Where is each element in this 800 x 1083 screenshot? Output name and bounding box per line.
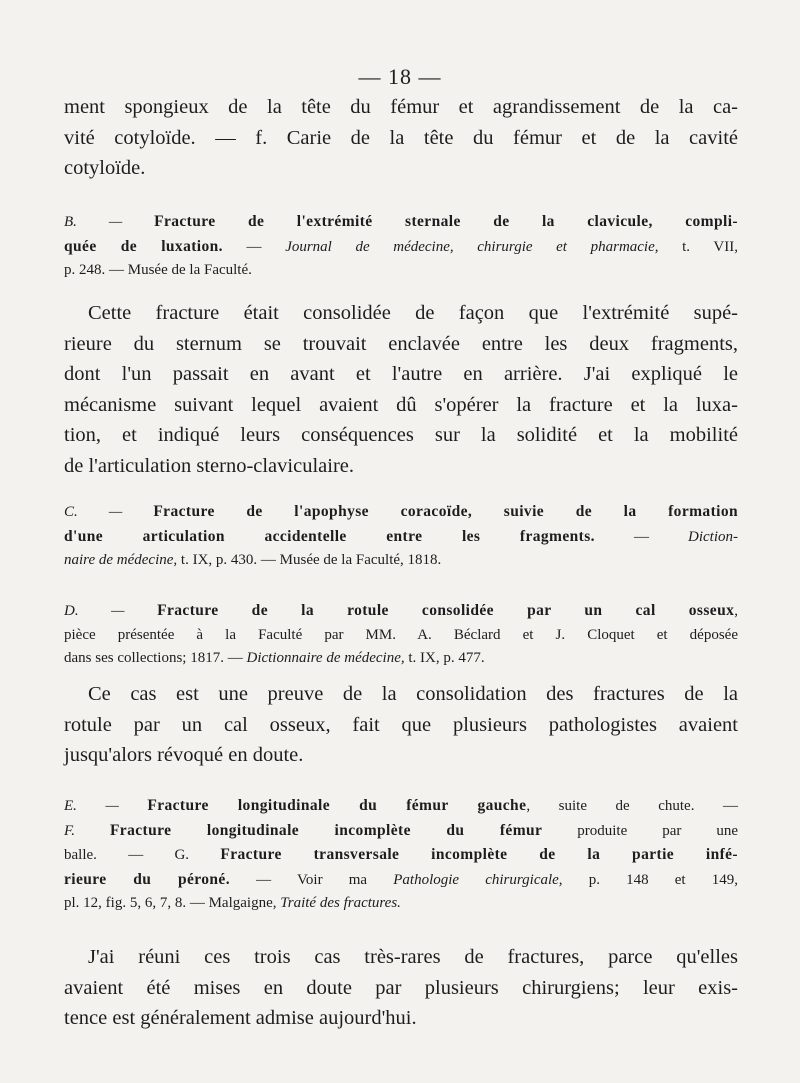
volume-reference: t. IX, p. 477.	[404, 650, 485, 666]
entry-title: Fracture longitudinale du fémur gauche	[147, 797, 527, 814]
volume-reference: t. IX, p. 430. — Musée de la Faculté, 1818.	[177, 552, 442, 568]
volume-reference: t. VII,	[658, 238, 738, 255]
text-line: mécanisme suivant lequel avaient dû s'opérer la fracture et la luxa-	[64, 393, 738, 416]
entry-b	[64, 210, 738, 283]
entry-title: Fracture de la rotule consolidée par un cal osseux	[157, 602, 735, 619]
dash: —	[222, 238, 286, 255]
dictionary-reference-cont: naire de médecine,	[64, 552, 178, 568]
text-line: tence est généralement admise aujourd'hui.	[64, 1007, 417, 1029]
entry-e	[64, 794, 738, 916]
book-reference: Traité des fractures.	[280, 895, 401, 911]
text-line: rotule par un cal osseux, fait que plusieurs pathologistes avaient	[64, 713, 738, 736]
journal-reference: Journal de médecine, chirurgie et pharmacie,	[285, 238, 659, 255]
paragraph-top	[64, 92, 738, 184]
entry-letter: D. —	[64, 603, 158, 619]
comma: ,	[734, 603, 738, 619]
dictionary-reference: Dictionnaire de médecine,	[246, 650, 405, 666]
text-line: Cette fracture était consolidée de façon que l'extrémité supé-	[88, 302, 738, 324]
entry-letter: F.	[64, 822, 110, 839]
entry-title-cont: quée de luxation.	[64, 237, 223, 255]
text-segment: produite par une	[542, 822, 738, 839]
paragraph-final	[64, 942, 738, 1034]
entry-title-cont: rieure du péroné.	[64, 870, 230, 888]
text-line: pièce présentée à la Faculté par MM. A. Béclard et J. Cloquet et déposée	[64, 626, 738, 643]
text-segment: dans ses collections; 1817. —	[64, 650, 247, 666]
text-line: ment spongieux de la tête du fémur et agrandissement de la ca-	[64, 96, 738, 118]
entry-letter: B. —	[64, 214, 155, 230]
text-line: tion, et indiqué leurs conséquences sur la solidité et la mobilité	[64, 424, 738, 446]
entry-title: Fracture longitudinale incomplète du fémur	[109, 821, 543, 839]
paragraph-d	[64, 679, 738, 771]
text-line: avaient été mises en doute par plusieurs chirurgiens; leur exis-	[64, 976, 738, 999]
text-segment: balle. — G.	[64, 847, 221, 863]
entry-letter: C. —	[64, 504, 154, 520]
dash: —	[594, 528, 688, 545]
text-line: cotyloïde.	[64, 157, 146, 179]
text-line: de l'articulation sterno-claviculaire.	[64, 454, 354, 477]
entry-title-cont: d'une articulation accidentelle entre les fragments.	[64, 527, 595, 545]
text-segment: pl. 12, fig. 5, 6, 7, 8. — Malgaigne,	[64, 895, 281, 911]
book-reference: Pathologie chirurgicale,	[393, 871, 563, 888]
paragraph-b	[64, 298, 738, 481]
text-line: p. 248. — Musée de la Faculté.	[64, 262, 252, 278]
text-line: J'ai réuni ces trois cas très-rares de fractures, parce qu'elles	[88, 946, 738, 968]
entry-letter: E. —	[64, 798, 148, 814]
text-line: vité cotyloïde. — f. Carie de la tête du fémur et de la cavité	[64, 126, 738, 149]
text-line: Ce cas est une preuve de la consolidation des fractures de la	[88, 683, 738, 705]
dictionary-reference: Diction-	[688, 528, 738, 545]
text-line: jusqu'alors révoqué en doute.	[64, 744, 304, 766]
entry-title: Fracture de l'extrémité sternale de la clavicule, compli-	[154, 213, 738, 230]
entry-title: Fracture transversale incomplète de la partie infé-	[220, 846, 738, 863]
text-segment: , suite de chute. —	[526, 798, 738, 814]
page-number: — 18 —	[358, 64, 442, 89]
text-line: dont l'un passait en avant et l'autre en arrière. J'ai expliqué le	[64, 363, 738, 385]
entry-d	[64, 599, 738, 671]
page-reference: p. 148 et 149,	[562, 871, 739, 888]
entry-c	[64, 500, 738, 573]
text-line: rieure du sternum se trouvait enclavée entre les deux fragments,	[64, 332, 738, 355]
entry-title: Fracture de l'apophyse coracoïde, suivie de la formation	[153, 503, 739, 520]
text-segment: — Voir ma	[230, 871, 394, 888]
